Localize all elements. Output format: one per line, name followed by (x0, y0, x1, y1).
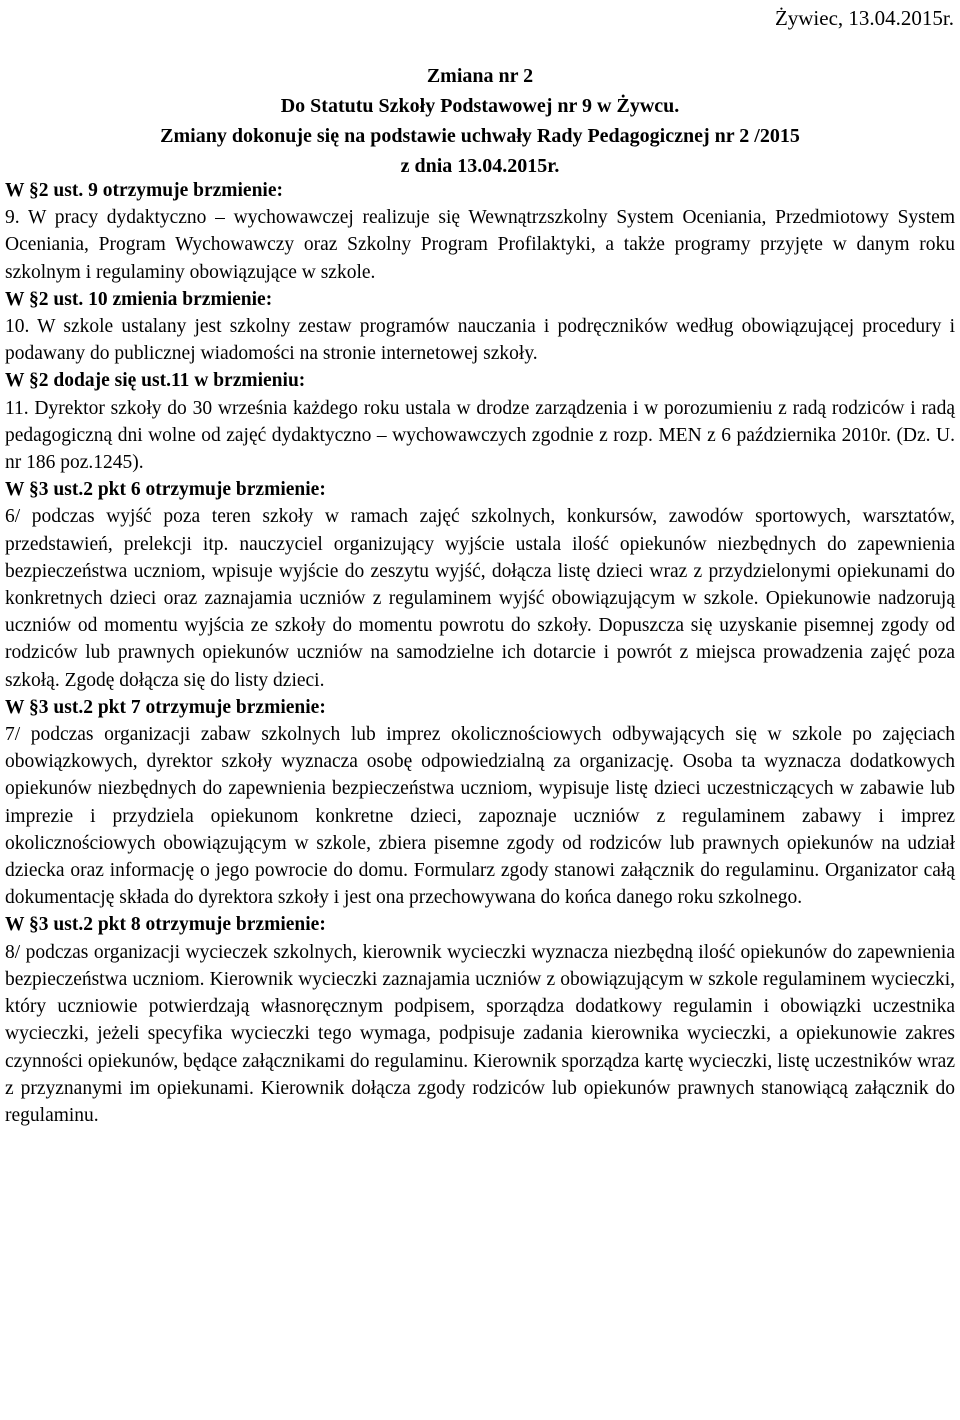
section-heading: W §3 ust.2 pkt 6 otrzymuje brzmienie: (5, 479, 326, 501)
section-heading: W §2 ust. 10 zmienia brzmienie: (5, 288, 273, 310)
title-statute: Do Statutu Szkoły Podstawowej nr 9 w Żywcu. (280, 95, 680, 117)
section-paragraph: 11. Dyrektor szkoły do 30 września każdego roku ustala w drodze zarządzenia i w porozumieniu z radą rodziców i radą pedagogiczną dni wolne od zajęć dydaktyczno – wychowawczych zgodnie z rozp. MEN z 6 października 2010r. (Dz. U. nr 186 poz.1245). (5, 397, 955, 474)
section-paragraph: 10. W szkole ustalany jest szkolny zestaw programów nauczania i podręczników według obowiązującej procedury i podawany do publicznej wiadomości na stronie internetowej szkoły. (5, 316, 955, 365)
title-resolution: Zmiany dokonuje się na podstawie uchwały Rady Pedagogicznej nr 2 /2015 (160, 125, 800, 147)
document-title-block (0, 61, 960, 181)
title-resolution-date: z dnia 13.04.2015r. (400, 155, 560, 177)
section-heading: W §3 ust.2 pkt 8 otrzymuje brzmienie: (5, 914, 326, 936)
document-body (5, 177, 955, 1129)
title-change-number: Zmiana nr 2 (426, 65, 534, 87)
section-paragraph: 8/ podczas organizacji wycieczek szkolnych, kierownik wycieczki wyznacza niezbędną ilość opiekunów do zapewnienia bezpieczeństwa uczniom. Kierownik wycieczki zaznajamia uczniów z obowiązującym w szkole regulaminem wycieczki, który uczniowie potwierdzają własnoręcznym podpisem, sporządza dodatkowy regulamin i obowiązki uczestnika wycieczki, jeżeli specyfika wycieczki tego wymaga, podpisuje zadania kierownika wycieczki, a opiekunowie zakres czynności opiekunów, będące załącznikami do regulaminu. Kierownik sporządza kartę wycieczki, listę uczestników wraz z przyznanymi im opiekunami. Kierownik dołącza zgody rodziców lub opiekunów prawnych stanowiącą załącznik do regulaminu. (5, 941, 955, 1126)
section-paragraph: 7/ podczas organizacji zabaw szkolnych lub imprez okolicznościowych odbywających się w szkole po zajęciach obowiązkowych, dyrektor szkoły wyznacza osobę odpowiedzialną za organizację. Osoba ta wyznacza dodatkowych opiekunów niezbędnych do zapewnienia bezpieczeństwa uczniom, wypisuje listę dzieci uczestniczących w zabawie lub imprezie i przydziela opiekunom konkretne dzieci, zapoznaje uczniów z regulaminem zabawy i imprez okolicznościowych obowiązującym w szkole, zbiera pisemne zgody od rodziców lub prawnych opiekunów na udział dziecka oraz informację o jego powrocie do domu. Formularz zgody stanowi załącznik do regulaminu. Organizator całą dokumentację składa do dyrektora szkoły i jest ona przechowywana do końca danego roku szkolnego. (5, 724, 955, 909)
place-and-date: Żywiec, 13.04.2015r. (774, 6, 954, 30)
section-heading: W §2 dodaje się ust.11 w brzmieniu: (5, 370, 306, 392)
section-heading: W §3 ust.2 pkt 7 otrzymuje brzmienie: (5, 696, 326, 718)
section-heading: W §2 ust. 9 otrzymuje brzmienie: (5, 180, 283, 201)
section-paragraph: 6/ podczas wyjść poza teren szkoły w ramach zajęć szkolnych, konkursów, zawodów sportowych, warsztatów, przedstawień, prelekcji itp. nauczyciel organizujący wyjście ustala ilość opiekunów niezbędnych do zapewnienia bezpieczeństwa uczniom, wpisuje wyjście do zeszytu wyjść, dołącza listę dzieci wraz z przydzielonymi opiekunami do konkretnych dzieci oraz zaznajamia uczniów z regulaminem wyjść obowiązującym w szkole. Opiekunowie nadzorują uczniów od momentu wyjścia ze szkoły do momentu powrotu do szkoły. Dopuszcza się uzyskanie pisemnej zgody od rodziców lub prawnych opiekunów uczniów na samodzielne ich dotarcie i powrót z miejsca prowadzenia zajęć poza szkołą. Zgodę dołącza się do listy dzieci. (5, 506, 955, 691)
section-paragraph: 9. W pracy dydaktyczno – wychowawczej realizuje się Wewnątrzszkolny System Oceniania, Przedmiotowy System Oceniania, Program Wychowawczy oraz Szkolny Program Profilaktyki, a także programy przyjęte w danym roku szkolnym i regulaminy obowiązujące w szkole. (5, 207, 955, 283)
